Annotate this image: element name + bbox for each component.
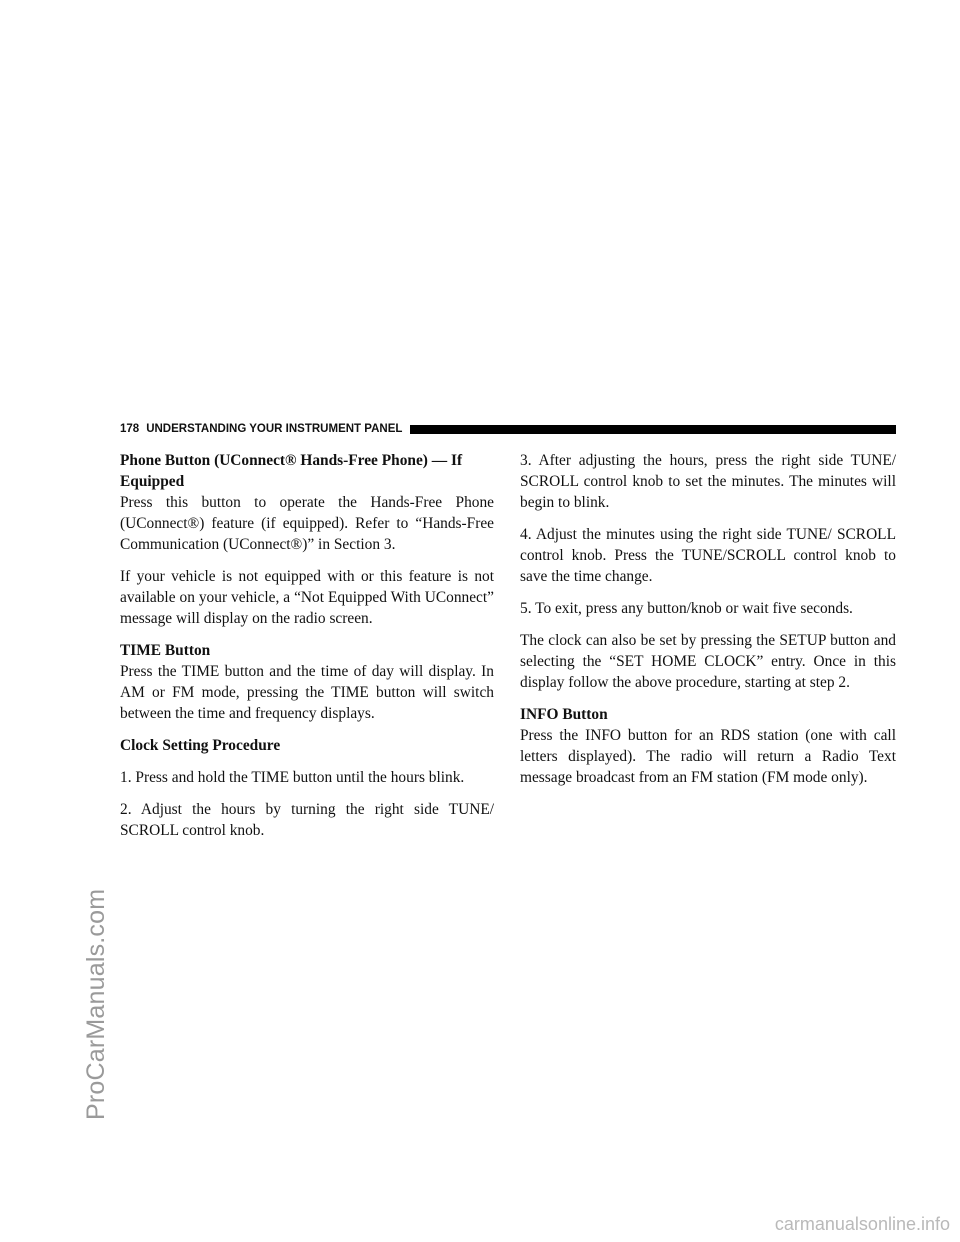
clock-step-4: 4. Adjust the minutes using the right side TUNE/ SCROLL control knob. Press the TUNE/SCROLL control knob to save the time change. (520, 526, 896, 585)
clock-setup-paragraph: The clock can also be set by pressing the SETUP button and selecting the “SET HOME CLOCK” entry. Once in this display follow the above procedure, starting at step 2. (520, 632, 896, 691)
header-rule (410, 425, 896, 434)
info-button-paragraph: Press the INFO button for an RDS station (one with call letters displayed). The radio will return a Radio Text message broadcast from an FM station (FM mode only). (520, 727, 896, 786)
page-header (120, 422, 896, 436)
clock-step-3: 3. After adjusting the hours, press the right side TUNE/ SCROLL control knob to set the minutes. The minutes will begin to blink. (520, 452, 896, 511)
phone-button-paragraph: Press this button to operate the Hands-Free Phone (UConnect®) feature (if equipped). Refer to “Hands-Free Communication (UConnect®)” in Section 3. (120, 494, 494, 553)
section-title: UNDERSTANDING YOUR INSTRUMENT PANEL (146, 423, 403, 435)
clock-step-1: 1. Press and hold the TIME button until the hours blink. (120, 769, 465, 786)
clock-step-5: 5. To exit, press any button/knob or wait five seconds. (520, 600, 853, 617)
side-watermark: ProCarManuals.com (82, 888, 110, 1120)
footer-watermark: carmanualsonline.info (774, 1214, 950, 1234)
time-button-heading: TIME Button (120, 642, 211, 659)
clock-step-2: 2. Adjust the hours by turning the right side TUNE/ SCROLL control knob. (120, 801, 494, 839)
right-column (520, 450, 896, 799)
phone-not-equipped-paragraph: If your vehicle is not equipped with or this feature is not available on your vehicle, a “Not Equipped With UConnect” message will display on the radio screen. (120, 568, 494, 627)
left-column (120, 450, 494, 852)
page-number: 178 (120, 423, 140, 435)
clock-setting-heading: Clock Setting Procedure (120, 737, 281, 754)
info-button-heading: INFO Button (520, 706, 608, 723)
time-button-paragraph: Press the TIME button and the time of day will display. In AM or FM mode, pressing the TIME button will switch between the time and frequency displays. (120, 663, 494, 722)
phone-button-heading: Phone Button (UConnect® Hands-Free Phone) — If Equipped (120, 452, 463, 490)
